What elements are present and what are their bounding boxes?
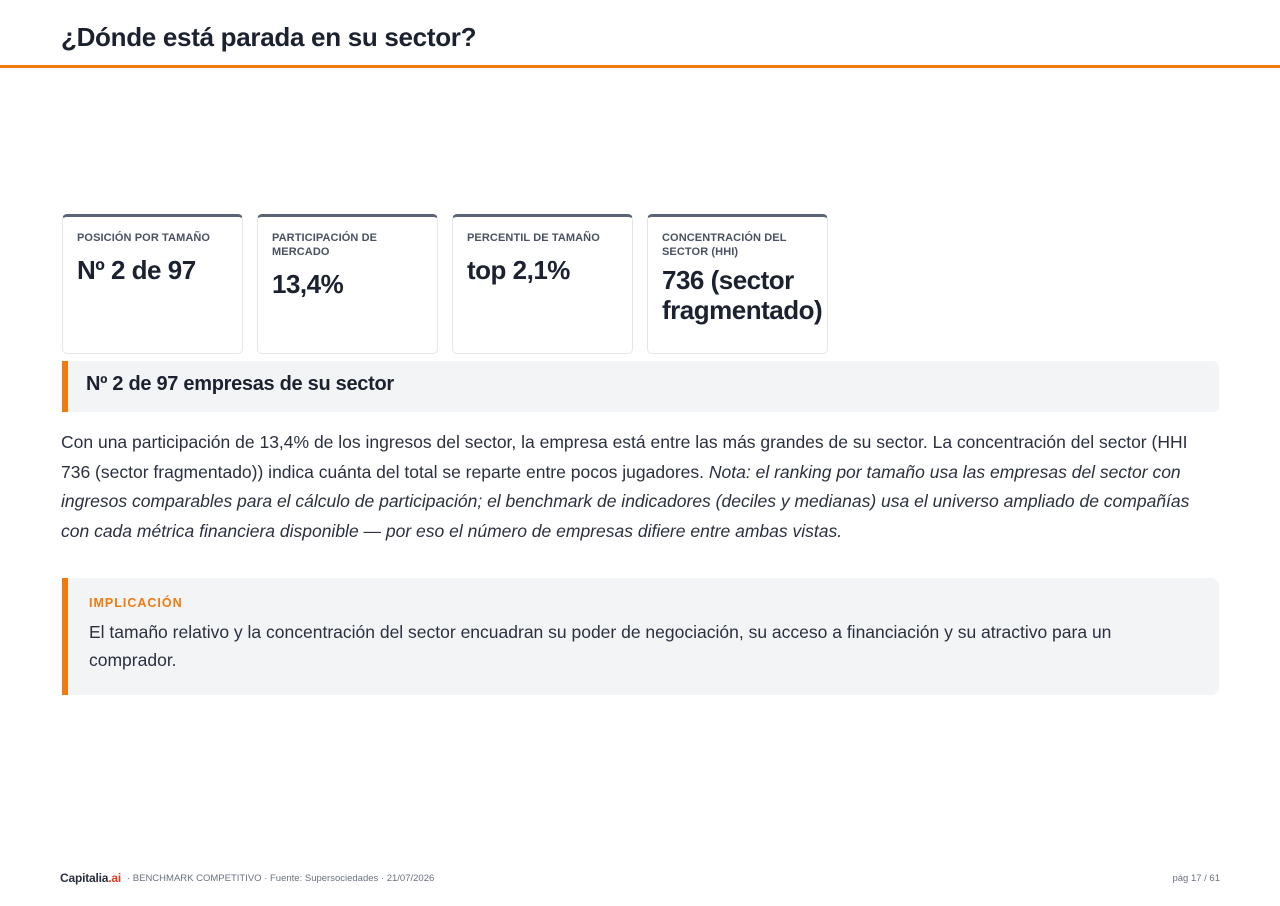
callout-label: IMPLICACIÓN [89, 596, 183, 610]
section-title: Nº 2 de 97 empresas de su sector [86, 373, 394, 395]
kpi-label: CONCENTRACIÓN DEL SECTOR (HHI) [662, 232, 787, 258]
footer-left [60, 871, 434, 885]
page-title: ¿Dónde está parada en su sector? [61, 22, 477, 52]
brand-logo [60, 871, 121, 885]
kpi-label: PARTICIPACIÓN DE MERCADO [272, 232, 378, 258]
footer-meta: · BENCHMARK COMPETITIVO · Fuente: Supersociedades · 21/07/2026 [126, 872, 435, 884]
brand-main: Capitalia [60, 871, 109, 885]
brand-accent: .ai [108, 871, 121, 885]
kpi-value: top 2,1% [467, 255, 570, 285]
kpi-card-market-share [257, 214, 438, 354]
body-paragraph [61, 428, 1221, 546]
kpi-card-size-percentile [452, 214, 633, 354]
implication-callout [62, 578, 1219, 695]
page-footer [60, 870, 1220, 886]
kpi-value: 736 (sector fragmentado) [662, 265, 823, 325]
body-note: Nota: el ranking por tamaño usa las empresas del sector con ingresos comparables para el cálculo de participación; el benchmark de indicadores (deciles y medianas) usa el universo ampliado de compañías con cada métrica financiera disponible — por eso el número de empresas difiere entre ambas vistas. [61, 461, 1190, 541]
page-header [0, 0, 1280, 68]
callout-text: El tamaño relativo y la concentración del sector encuadran su poder de negociación, su acceso a financiación y su atractivo para un comprador. [89, 622, 1112, 670]
section-heading-bar [62, 361, 1219, 412]
kpi-value: Nº 2 de 97 [77, 255, 196, 285]
kpi-card-size-position [62, 214, 243, 354]
kpi-label: POSICIÓN POR TAMAÑO [77, 232, 211, 244]
kpi-label: PERCENTIL DE TAMAÑO [467, 232, 600, 244]
page-number: pág 17 / 61 [1172, 872, 1220, 884]
kpi-row [62, 214, 828, 354]
body-text: Con una participación de 13,4% de los ingresos del sector, la empresa está entre las más grandes de su sector. La concentración del sector (HHI 736 (sector fragmentado)) indica cuánta del total se reparte entre pocos jugadores. [61, 432, 1188, 482]
kpi-card-sector-concentration [647, 214, 828, 354]
kpi-value: 13,4% [272, 269, 344, 299]
